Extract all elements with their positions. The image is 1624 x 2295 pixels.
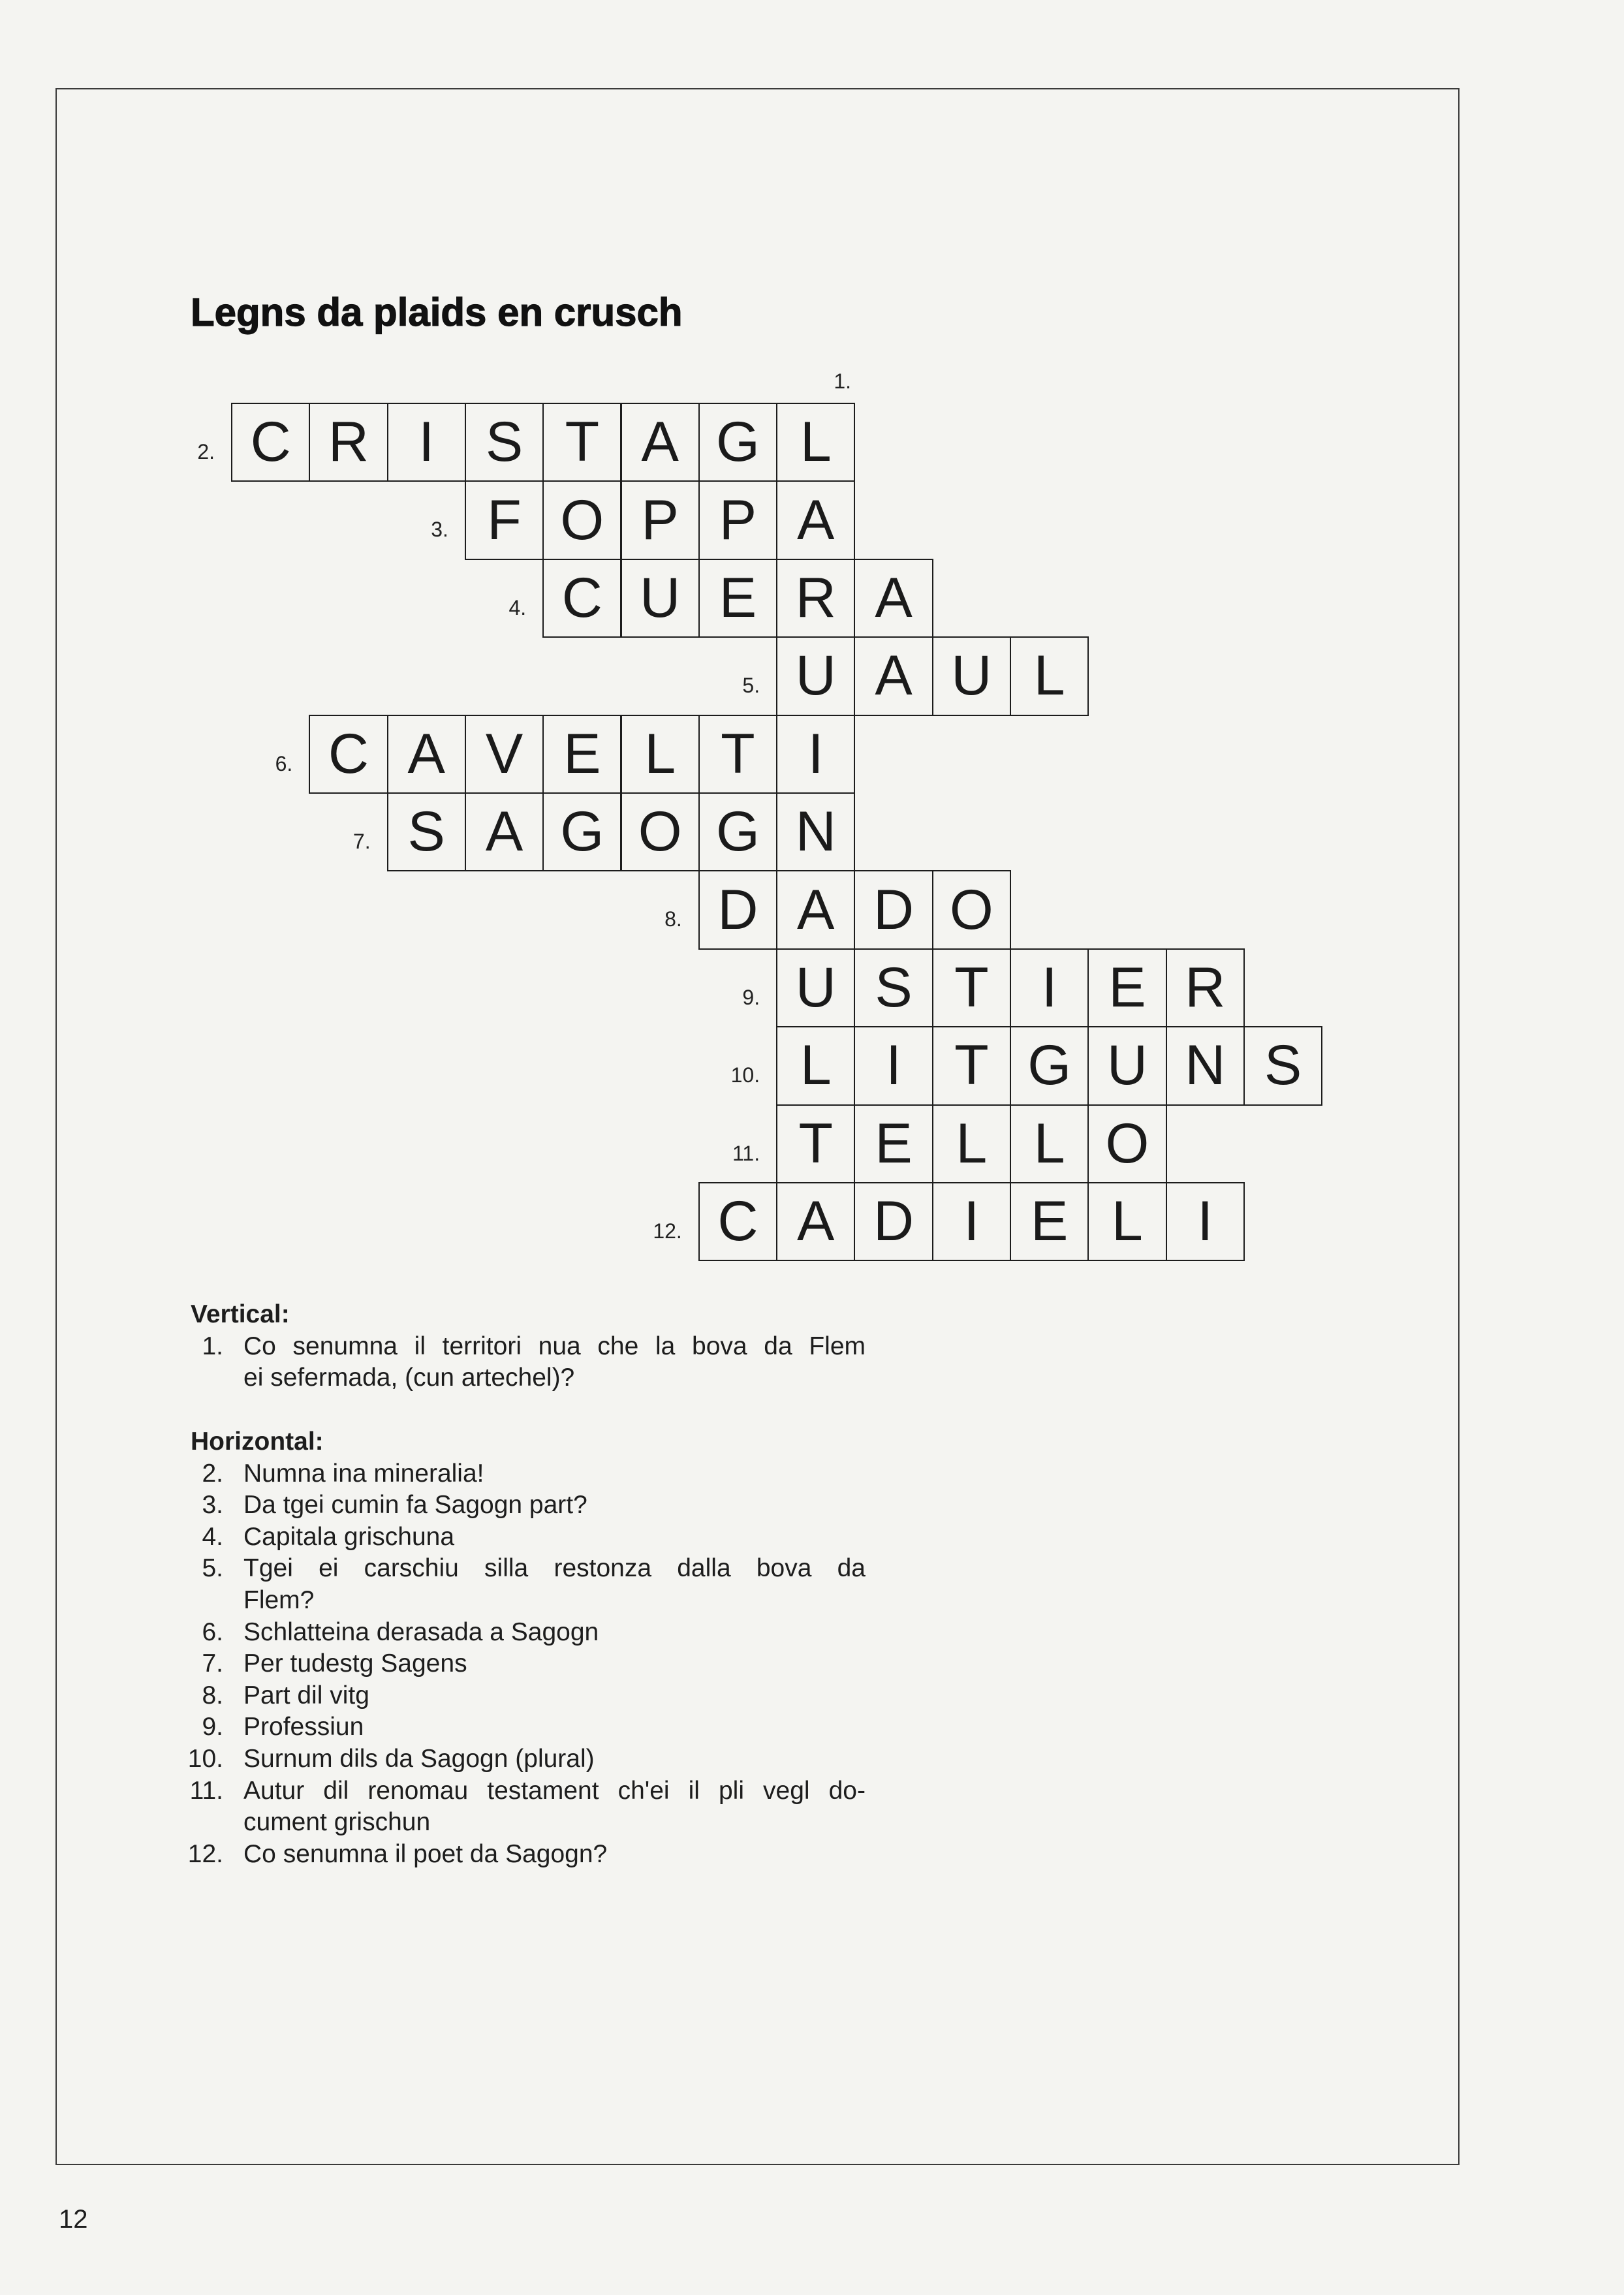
clue-number: 3. — [202, 1491, 223, 1520]
crossword-cell: V — [465, 715, 544, 794]
clue-text-line: ei sefermada, (cun artechel)? — [243, 1364, 575, 1392]
row-number-label: 6. — [275, 751, 293, 775]
clue-number: 8. — [202, 1681, 223, 1710]
crossword-cell: A — [621, 403, 700, 482]
crossword-cell-solution: N — [776, 792, 855, 871]
crossword-cell: T — [698, 715, 777, 794]
clue-item — [191, 1522, 866, 1553]
crossword-cell: E — [542, 715, 621, 794]
crossword-cell: O — [542, 480, 621, 559]
crossword-cell: D — [854, 870, 933, 949]
row-number-label: 7. — [352, 830, 371, 853]
clue-item — [191, 1458, 866, 1490]
clue-text-line: Capitala grischuna — [243, 1522, 455, 1551]
crossword-cell: E — [854, 1104, 933, 1183]
crossword-cell: O — [1087, 1104, 1166, 1183]
row-number-label: 10. — [730, 1063, 760, 1087]
clue-number: 12. — [187, 1839, 223, 1868]
clue-text-line: Surnum dils da Sagogn (plural) — [243, 1744, 595, 1773]
crossword-cell: A — [854, 559, 933, 638]
clue-number: 5. — [202, 1554, 223, 1583]
crossword-cell: L — [1010, 636, 1089, 715]
row-number-label: 11. — [732, 1141, 760, 1165]
clue-item — [187, 1743, 866, 1775]
crossword-cell: U — [1087, 1026, 1166, 1105]
crossword-cell-solution: A — [776, 1182, 855, 1261]
crossword-cell: P — [621, 480, 700, 559]
crossword-cell: T — [932, 948, 1011, 1027]
crossword-cell: S — [465, 403, 544, 482]
crossword-cell: O — [621, 792, 700, 871]
crossword-cell: A — [387, 715, 466, 794]
clue-number: 7. — [202, 1649, 223, 1678]
crossword-cell: C — [698, 1182, 777, 1261]
clue-text-line: Tgei ei carschiu silla restonza dalla bova da — [243, 1554, 866, 1583]
clue-item — [187, 1839, 866, 1871]
crossword-cell: R — [309, 403, 388, 482]
clues-horizontal-heading: Horizontal: — [191, 1428, 324, 1456]
clue-text-line: Part dil vitg — [243, 1681, 369, 1710]
clue-number: 1. — [202, 1332, 223, 1360]
crossword-cell: C — [542, 559, 621, 638]
clue-number: 4. — [202, 1522, 223, 1551]
clue-text-line: Flem? — [243, 1585, 315, 1614]
crossword-cell-solution: U — [776, 636, 855, 715]
crossword-cell-solution: T — [776, 1104, 855, 1183]
vertical-word-number-label: 1. — [834, 369, 851, 393]
clue-text-line: Da tgei cumin fa Sagogn part? — [243, 1491, 587, 1520]
clue-item — [191, 1711, 866, 1743]
crossword-cell: G — [1010, 1026, 1089, 1105]
crossword-cell: U — [621, 559, 700, 638]
page-title: Legns da plaids en crusch — [191, 290, 683, 334]
clue-text-line: Schlatteina derasada a Sagogn — [243, 1617, 599, 1646]
crossword-cell: L — [621, 715, 700, 794]
crossword-cell-solution: A — [776, 870, 855, 949]
clues-vertical-section — [191, 1299, 866, 1394]
crossword-cell: D — [698, 870, 777, 949]
clue-text-line: Numna ina mineralia! — [243, 1459, 484, 1488]
clue-text-line: Co senumna il territori nua che la bova da Flem — [243, 1332, 866, 1360]
crossword-cell: A — [854, 636, 933, 715]
crossword-cell: U — [932, 636, 1011, 715]
clue-number: 6. — [202, 1617, 223, 1646]
row-number-label: 12. — [653, 1219, 682, 1243]
crossword-cell: O — [932, 870, 1011, 949]
crossword-cell: L — [932, 1104, 1011, 1183]
row-number-label: 4. — [508, 595, 527, 619]
page-number: 12 — [59, 2205, 88, 2234]
crossword-cell-solution: U — [776, 948, 855, 1027]
clue-item — [191, 1680, 866, 1712]
crossword-cell: S — [387, 792, 466, 871]
clue-text-line: Per tudestg Sagens — [243, 1649, 467, 1678]
crossword-cell: C — [309, 715, 388, 794]
crossword-cell: C — [231, 403, 310, 482]
crossword-cell: S — [1243, 1026, 1322, 1105]
crossword-cell: L — [1010, 1104, 1089, 1183]
clue-number: 9. — [202, 1713, 223, 1741]
crossword-cell: E — [1010, 1182, 1089, 1261]
clue-text-line: Co senumna il poet da Sagogn? — [243, 1839, 608, 1868]
clue-item — [191, 1775, 866, 1839]
row-number-label: 8. — [664, 907, 682, 931]
crossword-cell: G — [698, 403, 777, 482]
crossword-cell: E — [698, 559, 777, 638]
crossword-cell: R — [1166, 948, 1245, 1027]
crossword-cell: I — [1166, 1182, 1245, 1261]
crossword-cell: T — [542, 403, 621, 482]
crossword-cell: I — [932, 1182, 1011, 1261]
row-number-label: 5. — [742, 674, 760, 698]
crossword-cell: S — [854, 948, 933, 1027]
clues-vertical-heading: Vertical: — [191, 1300, 290, 1328]
clue-number: 11. — [189, 1776, 223, 1805]
crossword-cell: I — [854, 1026, 933, 1105]
crossword-cell: F — [465, 480, 544, 559]
crossword-cell: I — [1010, 948, 1089, 1027]
crossword-cell: I — [387, 403, 466, 482]
crossword-cell: L — [1087, 1182, 1166, 1261]
crossword-cell-solution: A — [776, 480, 855, 559]
crossword-cell: T — [932, 1026, 1011, 1105]
crossword-cell: D — [854, 1182, 933, 1261]
crossword-cell: P — [698, 480, 777, 559]
clue-text-line: cument grischun — [243, 1808, 431, 1837]
clue-item — [191, 1331, 866, 1394]
crossword-cell: G — [542, 792, 621, 871]
crossword-cell-solution: L — [776, 1026, 855, 1105]
clue-number: 2. — [202, 1459, 223, 1488]
clue-number: 10. — [187, 1744, 223, 1773]
row-number-label: 2. — [197, 440, 215, 463]
clues-horizontal-section — [187, 1426, 866, 1870]
crossword-cell: N — [1166, 1026, 1245, 1105]
crossword-cell: E — [1087, 948, 1166, 1027]
clue-item — [191, 1617, 866, 1649]
clue-text-line: Professiun — [243, 1713, 364, 1741]
clue-text-line: Autur dil renomau testament ch'ei il pli vegl do- — [243, 1776, 866, 1805]
clue-item — [191, 1553, 866, 1616]
row-number-label: 9. — [742, 985, 760, 1009]
crossword-cell-solution: L — [776, 403, 855, 482]
clue-item — [191, 1490, 866, 1522]
crossword-cell-solution: R — [776, 559, 855, 638]
crossword-cell: A — [465, 792, 544, 871]
crossword-cell-solution: I — [776, 715, 855, 794]
clue-item — [191, 1648, 866, 1680]
row-number-label: 3. — [431, 518, 448, 542]
crossword-cell: G — [698, 792, 777, 871]
